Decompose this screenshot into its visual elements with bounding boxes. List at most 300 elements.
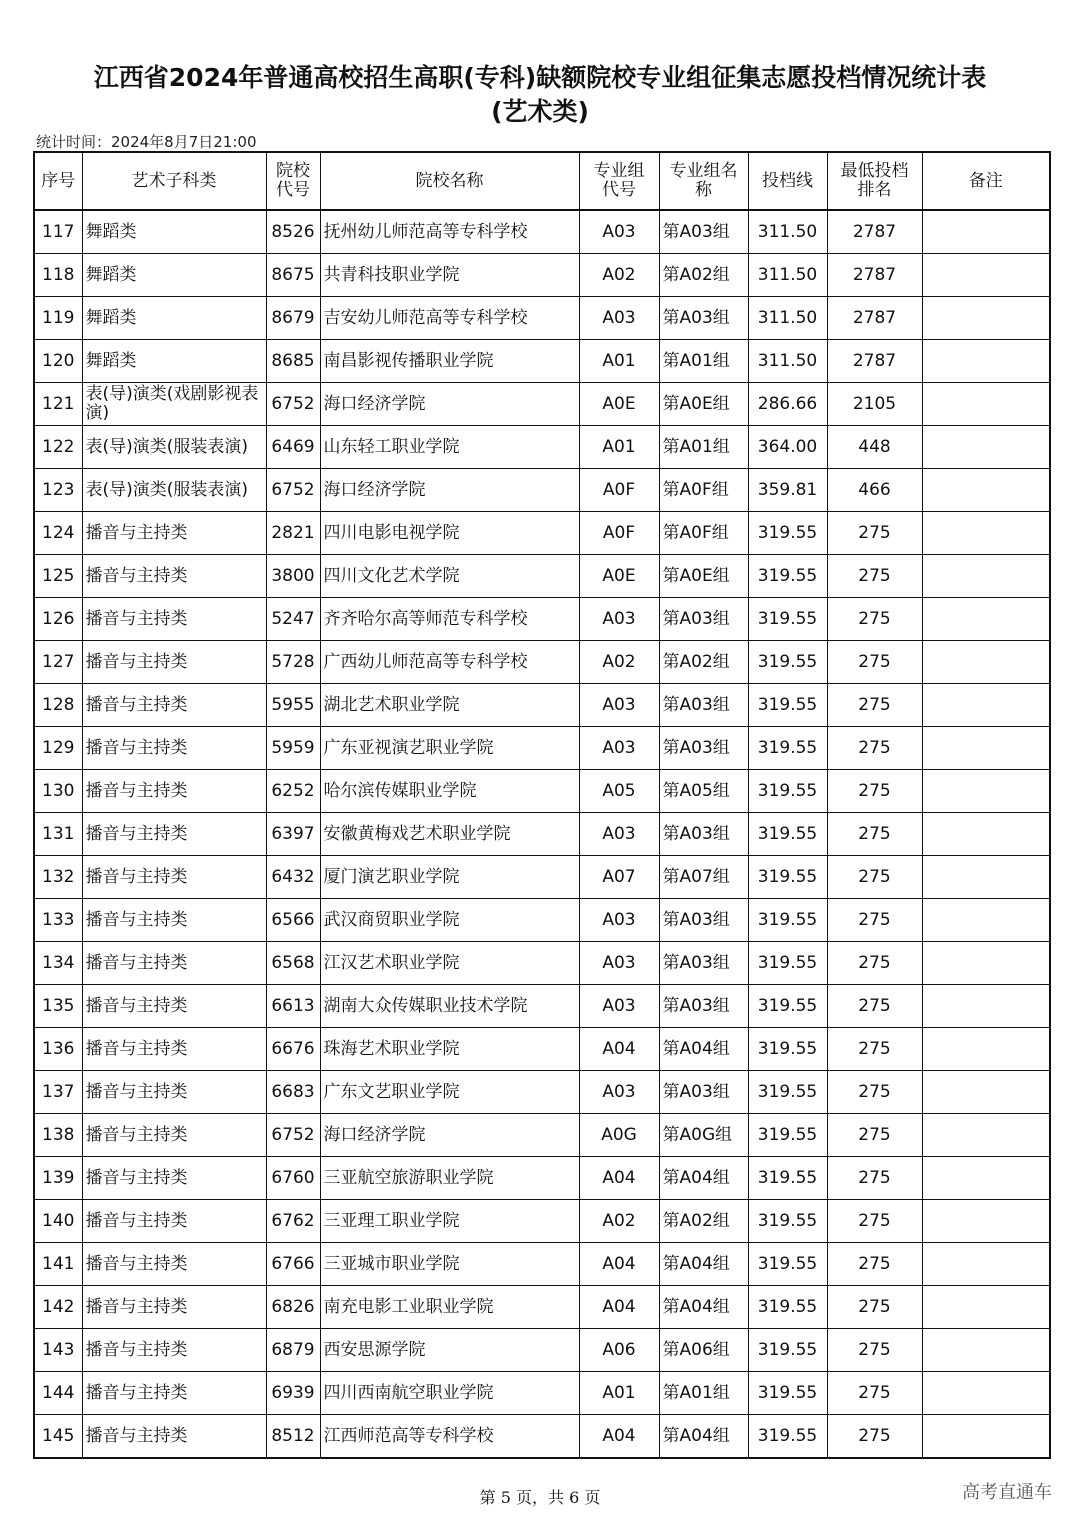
table-row bbox=[34, 598, 1050, 641]
cell-group-code: A02 bbox=[579, 641, 659, 684]
cell-group-code: A03 bbox=[579, 985, 659, 1028]
cell-art-subcategory: 播音与主持类 bbox=[82, 1071, 266, 1114]
cell-school-code: 6939 bbox=[266, 1372, 320, 1415]
admission-table bbox=[33, 151, 1051, 1459]
cell-school-code: 2821 bbox=[266, 512, 320, 555]
table-row bbox=[34, 469, 1050, 512]
header-school-name: 院校名称 bbox=[320, 152, 579, 210]
cell-seq: 126 bbox=[34, 598, 82, 641]
cell-cutoff-score: 311.50 bbox=[748, 210, 827, 254]
cell-min-rank: 275 bbox=[827, 813, 922, 856]
cell-remarks bbox=[922, 555, 1050, 598]
cell-group-name: 第A02组 bbox=[659, 254, 748, 297]
cell-school-code: 6752 bbox=[266, 1114, 320, 1157]
cell-group-code: A01 bbox=[579, 340, 659, 383]
cell-remarks bbox=[922, 727, 1050, 770]
cell-seq: 130 bbox=[34, 770, 82, 813]
cell-school-name: 三亚城市职业学院 bbox=[320, 1243, 579, 1286]
cell-cutoff-score: 364.00 bbox=[748, 426, 827, 469]
cell-art-subcategory: 播音与主持类 bbox=[82, 985, 266, 1028]
cell-school-code: 6879 bbox=[266, 1329, 320, 1372]
cell-group-name: 第A03组 bbox=[659, 210, 748, 254]
cell-school-name: 湖南大众传媒职业技术学院 bbox=[320, 985, 579, 1028]
cell-min-rank: 275 bbox=[827, 512, 922, 555]
cell-seq: 135 bbox=[34, 985, 82, 1028]
cell-min-rank: 2787 bbox=[827, 254, 922, 297]
cell-seq: 132 bbox=[34, 856, 82, 899]
cell-seq: 144 bbox=[34, 1372, 82, 1415]
header-seq: 序号 bbox=[34, 152, 82, 210]
header-cutoff-score: 投档线 bbox=[748, 152, 827, 210]
cell-min-rank: 275 bbox=[827, 1200, 922, 1243]
cell-school-name: 南昌影视传播职业学院 bbox=[320, 340, 579, 383]
header-art-subcategory: 艺术子科类 bbox=[82, 152, 266, 210]
cell-art-subcategory: 表(导)演类(戏剧影视表演) bbox=[82, 383, 266, 426]
cell-school-name: 武汉商贸职业学院 bbox=[320, 899, 579, 942]
cell-cutoff-score: 319.55 bbox=[748, 1157, 827, 1200]
cell-school-name: 三亚理工职业学院 bbox=[320, 1200, 579, 1243]
cell-seq: 136 bbox=[34, 1028, 82, 1071]
cell-art-subcategory: 播音与主持类 bbox=[82, 1415, 266, 1459]
cell-seq: 139 bbox=[34, 1157, 82, 1200]
cell-group-name: 第A03组 bbox=[659, 727, 748, 770]
cell-group-name: 第A04组 bbox=[659, 1286, 748, 1329]
cell-school-name: 广东亚视演艺职业学院 bbox=[320, 727, 579, 770]
cell-min-rank: 275 bbox=[827, 641, 922, 684]
cell-remarks bbox=[922, 1157, 1050, 1200]
cell-min-rank: 275 bbox=[827, 555, 922, 598]
cell-art-subcategory: 舞蹈类 bbox=[82, 297, 266, 340]
cell-cutoff-score: 319.55 bbox=[748, 1114, 827, 1157]
cell-cutoff-score: 319.55 bbox=[748, 1028, 827, 1071]
table-row bbox=[34, 1243, 1050, 1286]
cell-seq: 120 bbox=[34, 340, 82, 383]
cell-art-subcategory: 播音与主持类 bbox=[82, 1157, 266, 1200]
cell-cutoff-score: 311.50 bbox=[748, 297, 827, 340]
cell-min-rank: 448 bbox=[827, 426, 922, 469]
header-min-rank: 最低投档排名 bbox=[827, 152, 922, 210]
cell-group-name: 第A03组 bbox=[659, 813, 748, 856]
cell-remarks bbox=[922, 383, 1050, 426]
cell-school-code: 6252 bbox=[266, 770, 320, 813]
cell-school-code: 5959 bbox=[266, 727, 320, 770]
cell-art-subcategory: 播音与主持类 bbox=[82, 1286, 266, 1329]
cell-seq: 123 bbox=[34, 469, 82, 512]
cell-cutoff-score: 319.55 bbox=[748, 1243, 827, 1286]
cell-remarks bbox=[922, 254, 1050, 297]
cell-school-code: 6469 bbox=[266, 426, 320, 469]
cell-group-code: A0F bbox=[579, 512, 659, 555]
cell-art-subcategory: 播音与主持类 bbox=[82, 1243, 266, 1286]
cell-group-name: 第A0G组 bbox=[659, 1114, 748, 1157]
cell-group-name: 第A03组 bbox=[659, 684, 748, 727]
table-row bbox=[34, 1286, 1050, 1329]
cell-cutoff-score: 311.50 bbox=[748, 254, 827, 297]
cell-group-code: A02 bbox=[579, 254, 659, 297]
cell-cutoff-score: 319.55 bbox=[748, 899, 827, 942]
cell-group-name: 第A01组 bbox=[659, 1372, 748, 1415]
cell-school-name: 共青科技职业学院 bbox=[320, 254, 579, 297]
cell-school-name: 江汉艺术职业学院 bbox=[320, 942, 579, 985]
cell-group-name: 第A02组 bbox=[659, 1200, 748, 1243]
cell-cutoff-score: 286.66 bbox=[748, 383, 827, 426]
cell-cutoff-score: 319.55 bbox=[748, 942, 827, 985]
header-remarks: 备注 bbox=[922, 152, 1050, 210]
cell-min-rank: 275 bbox=[827, 899, 922, 942]
cell-group-name: 第A0F组 bbox=[659, 469, 748, 512]
cell-remarks bbox=[922, 856, 1050, 899]
cell-remarks bbox=[922, 813, 1050, 856]
cell-remarks bbox=[922, 598, 1050, 641]
cell-min-rank: 275 bbox=[827, 1372, 922, 1415]
table-row bbox=[34, 340, 1050, 383]
cell-remarks bbox=[922, 1329, 1050, 1372]
cell-min-rank: 275 bbox=[827, 727, 922, 770]
cell-min-rank: 466 bbox=[827, 469, 922, 512]
cell-remarks bbox=[922, 1372, 1050, 1415]
cell-art-subcategory: 舞蹈类 bbox=[82, 340, 266, 383]
cell-seq: 133 bbox=[34, 899, 82, 942]
cell-remarks bbox=[922, 340, 1050, 383]
cell-cutoff-score: 319.55 bbox=[748, 598, 827, 641]
table-row bbox=[34, 1415, 1050, 1459]
cell-remarks bbox=[922, 770, 1050, 813]
cell-group-name: 第A04组 bbox=[659, 1028, 748, 1071]
table-row bbox=[34, 899, 1050, 942]
cell-seq: 124 bbox=[34, 512, 82, 555]
cell-min-rank: 2787 bbox=[827, 210, 922, 254]
cell-seq: 137 bbox=[34, 1071, 82, 1114]
cell-school-code: 6683 bbox=[266, 1071, 320, 1114]
cell-art-subcategory: 播音与主持类 bbox=[82, 555, 266, 598]
cell-group-code: A01 bbox=[579, 1372, 659, 1415]
cell-cutoff-score: 319.55 bbox=[748, 641, 827, 684]
cell-seq: 127 bbox=[34, 641, 82, 684]
cell-seq: 128 bbox=[34, 684, 82, 727]
cell-school-name: 厦门演艺职业学院 bbox=[320, 856, 579, 899]
cell-cutoff-score: 319.55 bbox=[748, 813, 827, 856]
cell-art-subcategory: 播音与主持类 bbox=[82, 598, 266, 641]
table-row bbox=[34, 641, 1050, 684]
cell-art-subcategory: 播音与主持类 bbox=[82, 813, 266, 856]
cell-min-rank: 275 bbox=[827, 985, 922, 1028]
cell-cutoff-score: 319.55 bbox=[748, 555, 827, 598]
cell-min-rank: 275 bbox=[827, 1071, 922, 1114]
cell-art-subcategory: 播音与主持类 bbox=[82, 1329, 266, 1372]
cell-remarks bbox=[922, 469, 1050, 512]
cell-cutoff-score: 319.55 bbox=[748, 985, 827, 1028]
cell-art-subcategory: 播音与主持类 bbox=[82, 684, 266, 727]
cell-school-name: 山东轻工职业学院 bbox=[320, 426, 579, 469]
cell-group-code: A04 bbox=[579, 1157, 659, 1200]
cell-school-code: 6766 bbox=[266, 1243, 320, 1286]
cell-group-name: 第A07组 bbox=[659, 856, 748, 899]
cell-art-subcategory: 舞蹈类 bbox=[82, 254, 266, 297]
cell-remarks bbox=[922, 1071, 1050, 1114]
cell-min-rank: 275 bbox=[827, 770, 922, 813]
cell-group-name: 第A0E组 bbox=[659, 383, 748, 426]
cell-art-subcategory: 播音与主持类 bbox=[82, 1200, 266, 1243]
cell-art-subcategory: 播音与主持类 bbox=[82, 899, 266, 942]
cell-seq: 145 bbox=[34, 1415, 82, 1459]
cell-school-name: 吉安幼儿师范高等专科学校 bbox=[320, 297, 579, 340]
cell-seq: 119 bbox=[34, 297, 82, 340]
table-row bbox=[34, 1372, 1050, 1415]
cell-group-code: A04 bbox=[579, 1286, 659, 1329]
cell-school-name: 四川文化艺术学院 bbox=[320, 555, 579, 598]
cell-school-code: 6397 bbox=[266, 813, 320, 856]
cell-group-code: A04 bbox=[579, 1243, 659, 1286]
cell-art-subcategory: 播音与主持类 bbox=[82, 942, 266, 985]
cell-min-rank: 275 bbox=[827, 598, 922, 641]
document-subtitle: (艺术类) bbox=[491, 97, 589, 126]
cell-remarks bbox=[922, 1114, 1050, 1157]
cell-school-name: 南充电影工业职业学院 bbox=[320, 1286, 579, 1329]
cell-art-subcategory: 播音与主持类 bbox=[82, 856, 266, 899]
table-row bbox=[34, 1114, 1050, 1157]
cell-school-name: 海口经济学院 bbox=[320, 1114, 579, 1157]
cell-group-code: A0G bbox=[579, 1114, 659, 1157]
cell-art-subcategory: 舞蹈类 bbox=[82, 210, 266, 254]
cell-min-rank: 275 bbox=[827, 1243, 922, 1286]
page-number: 第 5 页，共 6 页 bbox=[479, 1488, 601, 1507]
cell-school-code: 6676 bbox=[266, 1028, 320, 1071]
cell-group-code: A03 bbox=[579, 598, 659, 641]
cell-school-code: 6752 bbox=[266, 383, 320, 426]
cell-school-code: 6760 bbox=[266, 1157, 320, 1200]
cell-school-code: 8512 bbox=[266, 1415, 320, 1459]
cell-school-code: 5247 bbox=[266, 598, 320, 641]
cell-group-code: A03 bbox=[579, 297, 659, 340]
cell-group-name: 第A03组 bbox=[659, 297, 748, 340]
table-row bbox=[34, 813, 1050, 856]
cell-remarks bbox=[922, 1286, 1050, 1329]
cell-school-name: 哈尔滨传媒职业学院 bbox=[320, 770, 579, 813]
cell-seq: 117 bbox=[34, 210, 82, 254]
cell-school-name: 湖北艺术职业学院 bbox=[320, 684, 579, 727]
cell-seq: 125 bbox=[34, 555, 82, 598]
cell-cutoff-score: 319.55 bbox=[748, 1286, 827, 1329]
cell-school-name: 抚州幼儿师范高等专科学校 bbox=[320, 210, 579, 254]
cell-group-name: 第A04组 bbox=[659, 1415, 748, 1459]
cell-group-code: A04 bbox=[579, 1028, 659, 1071]
statistics-time: 统计时间：2024年8月7日21:00 bbox=[36, 133, 257, 151]
cell-seq: 138 bbox=[34, 1114, 82, 1157]
cell-school-code: 3800 bbox=[266, 555, 320, 598]
document-title: 江西省2024年普通高校招生高职(专科)缺额院校专业组征集志愿投档情况统计表 bbox=[93, 63, 987, 92]
cell-school-code: 5728 bbox=[266, 641, 320, 684]
cell-min-rank: 275 bbox=[827, 856, 922, 899]
cell-art-subcategory: 表(导)演类(服装表演) bbox=[82, 426, 266, 469]
cell-remarks bbox=[922, 512, 1050, 555]
cell-group-name: 第A03组 bbox=[659, 598, 748, 641]
cell-school-code: 6752 bbox=[266, 469, 320, 512]
cell-school-code: 8526 bbox=[266, 210, 320, 254]
cell-cutoff-score: 319.55 bbox=[748, 1415, 827, 1459]
cell-cutoff-score: 319.55 bbox=[748, 856, 827, 899]
cell-school-name: 四川西南航空职业学院 bbox=[320, 1372, 579, 1415]
cell-remarks bbox=[922, 899, 1050, 942]
cell-school-code: 8679 bbox=[266, 297, 320, 340]
cell-seq: 121 bbox=[34, 383, 82, 426]
table-row bbox=[34, 985, 1050, 1028]
table-row bbox=[34, 297, 1050, 340]
cell-school-code: 8675 bbox=[266, 254, 320, 297]
cell-group-code: A03 bbox=[579, 1071, 659, 1114]
table-row bbox=[34, 1028, 1050, 1071]
cell-group-name: 第A0F组 bbox=[659, 512, 748, 555]
cell-remarks bbox=[922, 426, 1050, 469]
cell-art-subcategory: 表(导)演类(服装表演) bbox=[82, 469, 266, 512]
cell-seq: 118 bbox=[34, 254, 82, 297]
cell-seq: 129 bbox=[34, 727, 82, 770]
cell-min-rank: 275 bbox=[827, 1028, 922, 1071]
cell-art-subcategory: 播音与主持类 bbox=[82, 770, 266, 813]
cell-remarks bbox=[922, 985, 1050, 1028]
cell-group-name: 第A01组 bbox=[659, 426, 748, 469]
cell-min-rank: 275 bbox=[827, 1329, 922, 1372]
cell-group-name: 第A03组 bbox=[659, 1071, 748, 1114]
cell-min-rank: 275 bbox=[827, 1286, 922, 1329]
cell-school-code: 8685 bbox=[266, 340, 320, 383]
cell-group-name: 第A02组 bbox=[659, 641, 748, 684]
cell-remarks bbox=[922, 1415, 1050, 1459]
cell-art-subcategory: 播音与主持类 bbox=[82, 641, 266, 684]
cell-group-code: A03 bbox=[579, 813, 659, 856]
cell-school-name: 海口经济学院 bbox=[320, 469, 579, 512]
brand-watermark: 高考直通车 bbox=[962, 1482, 1052, 1503]
table-row bbox=[34, 426, 1050, 469]
cell-seq: 141 bbox=[34, 1243, 82, 1286]
table-row bbox=[34, 684, 1050, 727]
cell-group-name: 第A0E组 bbox=[659, 555, 748, 598]
cell-group-code: A05 bbox=[579, 770, 659, 813]
cell-group-name: 第A03组 bbox=[659, 985, 748, 1028]
cell-group-code: A0F bbox=[579, 469, 659, 512]
cell-school-name: 西安思源学院 bbox=[320, 1329, 579, 1372]
cell-cutoff-score: 319.55 bbox=[748, 1372, 827, 1415]
cell-school-code: 6568 bbox=[266, 942, 320, 985]
cell-school-code: 6826 bbox=[266, 1286, 320, 1329]
cell-group-name: 第A04组 bbox=[659, 1157, 748, 1200]
cell-school-code: 6432 bbox=[266, 856, 320, 899]
cell-min-rank: 275 bbox=[827, 684, 922, 727]
table-row bbox=[34, 1157, 1050, 1200]
cell-school-code: 6566 bbox=[266, 899, 320, 942]
cell-art-subcategory: 播音与主持类 bbox=[82, 512, 266, 555]
cell-school-name: 安徽黄梅戏艺术职业学院 bbox=[320, 813, 579, 856]
cell-remarks bbox=[922, 684, 1050, 727]
cell-group-code: A07 bbox=[579, 856, 659, 899]
cell-group-name: 第A06组 bbox=[659, 1329, 748, 1372]
cell-group-name: 第A05组 bbox=[659, 770, 748, 813]
cell-school-name: 三亚航空旅游职业学院 bbox=[320, 1157, 579, 1200]
cell-school-name: 广西幼儿师范高等专科学校 bbox=[320, 641, 579, 684]
cell-cutoff-score: 319.55 bbox=[748, 770, 827, 813]
cell-min-rank: 2787 bbox=[827, 297, 922, 340]
table-row bbox=[34, 727, 1050, 770]
cell-art-subcategory: 播音与主持类 bbox=[82, 1028, 266, 1071]
cell-min-rank: 275 bbox=[827, 1157, 922, 1200]
cell-school-name: 齐齐哈尔高等师范专科学校 bbox=[320, 598, 579, 641]
table-row bbox=[34, 770, 1050, 813]
cell-remarks bbox=[922, 297, 1050, 340]
cell-group-code: A03 bbox=[579, 899, 659, 942]
cell-group-code: A04 bbox=[579, 1415, 659, 1459]
cell-group-code: A03 bbox=[579, 684, 659, 727]
table-row bbox=[34, 856, 1050, 899]
table-row bbox=[34, 254, 1050, 297]
cell-remarks bbox=[922, 210, 1050, 254]
cell-group-code: A03 bbox=[579, 942, 659, 985]
cell-school-code: 6762 bbox=[266, 1200, 320, 1243]
cell-school-name: 四川电影电视学院 bbox=[320, 512, 579, 555]
cell-remarks bbox=[922, 942, 1050, 985]
cell-group-code: A02 bbox=[579, 1200, 659, 1243]
cell-remarks bbox=[922, 641, 1050, 684]
cell-school-name: 海口经济学院 bbox=[320, 383, 579, 426]
cell-group-name: 第A01组 bbox=[659, 340, 748, 383]
cell-min-rank: 275 bbox=[827, 1114, 922, 1157]
table-row bbox=[34, 210, 1050, 254]
table-body bbox=[34, 210, 1050, 1458]
cell-cutoff-score: 319.55 bbox=[748, 1071, 827, 1114]
cell-group-name: 第A03组 bbox=[659, 899, 748, 942]
header-school-code: 院校代号 bbox=[266, 152, 320, 210]
cell-seq: 142 bbox=[34, 1286, 82, 1329]
cell-group-code: A03 bbox=[579, 727, 659, 770]
table-row bbox=[34, 1200, 1050, 1243]
cell-group-name: 第A04组 bbox=[659, 1243, 748, 1286]
cell-seq: 131 bbox=[34, 813, 82, 856]
cell-min-rank: 2105 bbox=[827, 383, 922, 426]
cell-min-rank: 275 bbox=[827, 942, 922, 985]
cell-art-subcategory: 播音与主持类 bbox=[82, 727, 266, 770]
cell-cutoff-score: 319.55 bbox=[748, 512, 827, 555]
cell-group-code: A01 bbox=[579, 426, 659, 469]
cell-cutoff-score: 311.50 bbox=[748, 340, 827, 383]
cell-school-name: 珠海艺术职业学院 bbox=[320, 1028, 579, 1071]
cell-seq: 122 bbox=[34, 426, 82, 469]
cell-seq: 134 bbox=[34, 942, 82, 985]
cell-min-rank: 2787 bbox=[827, 340, 922, 383]
cell-school-code: 5955 bbox=[266, 684, 320, 727]
cell-group-code: A03 bbox=[579, 210, 659, 254]
cell-seq: 143 bbox=[34, 1329, 82, 1372]
table-header-row bbox=[34, 152, 1050, 210]
header-group-name: 专业组名称 bbox=[659, 152, 748, 210]
cell-art-subcategory: 播音与主持类 bbox=[82, 1372, 266, 1415]
header-group-code: 专业组代号 bbox=[579, 152, 659, 210]
cell-cutoff-score: 319.55 bbox=[748, 1329, 827, 1372]
cell-cutoff-score: 319.55 bbox=[748, 684, 827, 727]
cell-remarks bbox=[922, 1028, 1050, 1071]
cell-seq: 140 bbox=[34, 1200, 82, 1243]
table-row bbox=[34, 512, 1050, 555]
table-row bbox=[34, 1329, 1050, 1372]
cell-school-name: 江西师范高等专科学校 bbox=[320, 1415, 579, 1459]
table-row bbox=[34, 383, 1050, 426]
table-row bbox=[34, 942, 1050, 985]
cell-group-name: 第A03组 bbox=[659, 942, 748, 985]
cell-art-subcategory: 播音与主持类 bbox=[82, 1114, 266, 1157]
cell-group-code: A0E bbox=[579, 555, 659, 598]
table-row bbox=[34, 1071, 1050, 1114]
table-row bbox=[34, 555, 1050, 598]
cell-group-code: A06 bbox=[579, 1329, 659, 1372]
cell-cutoff-score: 359.81 bbox=[748, 469, 827, 512]
cell-min-rank: 275 bbox=[827, 1415, 922, 1459]
